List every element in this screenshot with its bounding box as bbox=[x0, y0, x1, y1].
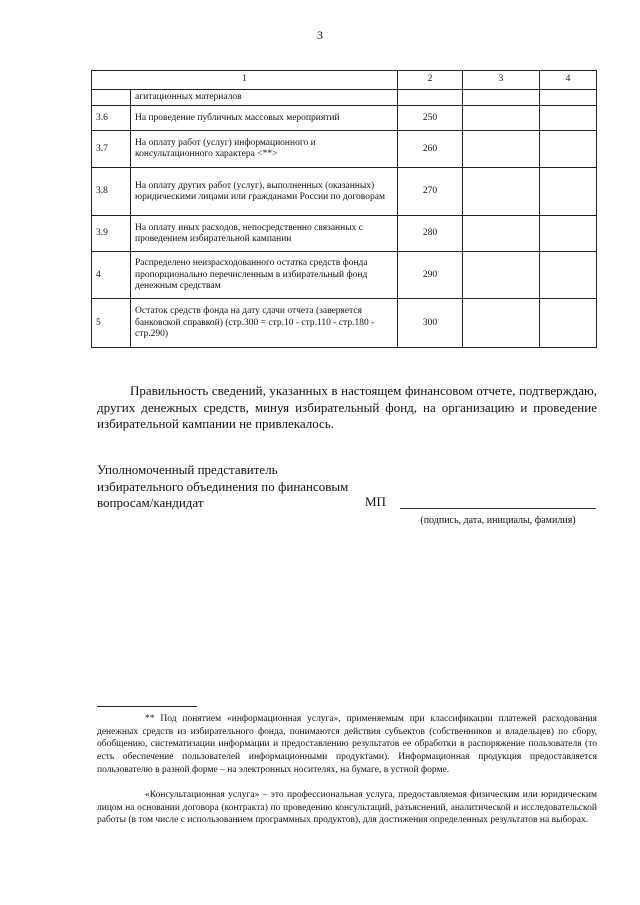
row-col-4 bbox=[540, 106, 597, 131]
row-number: 5 bbox=[92, 299, 131, 348]
row-col-4 bbox=[540, 90, 597, 106]
financial-report-table bbox=[91, 70, 597, 348]
row-col-3 bbox=[463, 106, 540, 131]
table-row bbox=[92, 252, 597, 299]
row-col-3 bbox=[463, 252, 540, 299]
row-col-3 bbox=[463, 168, 540, 216]
row-number: 3.7 bbox=[92, 131, 131, 168]
row-description: агитационных материалов bbox=[131, 90, 398, 106]
row-col-4 bbox=[540, 252, 597, 299]
signer-title-line-1: Уполномоченный представитель bbox=[97, 462, 278, 477]
page-number: 3 bbox=[317, 28, 323, 42]
row-col-4 bbox=[540, 168, 597, 216]
row-code: 260 bbox=[398, 131, 463, 168]
table-row bbox=[92, 131, 597, 168]
row-col-3 bbox=[463, 90, 540, 106]
table-row bbox=[92, 216, 597, 252]
signer-title-line-3: вопросам/кандидат bbox=[97, 495, 204, 510]
row-description: На оплату работ (услуг) информационного и консультационного характера <**> bbox=[131, 131, 398, 168]
stamp-placeholder: МП bbox=[365, 494, 386, 509]
header-col-3: 3 bbox=[463, 71, 540, 90]
row-col-3 bbox=[463, 299, 540, 348]
table-row bbox=[92, 90, 597, 106]
row-number bbox=[92, 90, 131, 106]
table-row bbox=[92, 299, 597, 348]
row-col-4 bbox=[540, 131, 597, 168]
footnote-information-service: ** Под понятием «информационная услуга», применяемым при классификации платежей расходования денежных средств из избирательного фонда, понимаются действия субъектов (собственников и владельцев) по сбору, обобщению, систематизации информации и предоставлению результатов ее обработки в распоряжение пользователя (то есть обеспечение пользователей информационными продуктами). Информационная продукция предоставляется пользователю в разной форме – на электронных носителях, на бумаге, в устной форме. bbox=[97, 714, 597, 775]
row-number: 3.9 bbox=[92, 216, 131, 252]
row-description: На проведение публичных массовых мероприятий bbox=[131, 106, 398, 131]
row-number: 3.8 bbox=[92, 168, 131, 216]
row-description: Распределено неизрасходованного остатка средств фонда пропорционально перечисленным в избирательный фонд денежным средствам bbox=[131, 252, 398, 299]
signature-caption: (подпись, дата, инициалы, фамилия) bbox=[420, 515, 576, 526]
row-code: 250 bbox=[398, 106, 463, 131]
row-description: На оплату других работ (услуг), выполненных (оказанных) юридическими лицами или гражданами России по договорам bbox=[131, 168, 398, 216]
header-col-2: 2 bbox=[398, 71, 463, 90]
row-code: 300 bbox=[398, 299, 463, 348]
row-description: Остаток средств фонда на дату сдачи отчета (заверяется банковской справкой) (стр.300 = стр.10 - стр.110 - стр.180 - стр.290) bbox=[131, 299, 398, 348]
table-row bbox=[92, 106, 597, 131]
signer-title-line-2: избирательного объединения по финансовым bbox=[97, 478, 349, 494]
row-col-3 bbox=[463, 216, 540, 252]
header-col-4: 4 bbox=[540, 71, 597, 90]
confirmation-statement: Правильность сведений, указанных в настоящем финансовом отчете, подтверждаю, других денежных средств, минуя избирательный фонд, на организацию и проведение избирательной кампании не привлекалось. bbox=[97, 383, 597, 431]
signer-block bbox=[97, 462, 397, 512]
row-number: 3.6 bbox=[92, 106, 131, 131]
row-col-3 bbox=[463, 131, 540, 168]
row-code: 270 bbox=[398, 168, 463, 216]
header-col-1: 1 bbox=[92, 71, 398, 90]
row-code: 280 bbox=[398, 216, 463, 252]
signature-line bbox=[400, 508, 596, 509]
row-number: 4 bbox=[92, 252, 131, 299]
row-col-4 bbox=[540, 299, 597, 348]
row-description: На оплату иных расходов, непосредственно связанных с проведением избирательной кампании bbox=[131, 216, 398, 252]
row-code: 290 bbox=[398, 252, 463, 299]
footnote-consulting-service: «Консультационная услуга» – это профессиональная услуга, предоставляемая физическим или юридическим лицом на основании договора (контракта) по проведению консультаций, разъяснений, аналитической и исследовательской работы (в том числе с использованием программных продуктов), для достижения определенных результатов на выборах. bbox=[97, 790, 597, 826]
row-code bbox=[398, 90, 463, 106]
row-col-4 bbox=[540, 216, 597, 252]
table-row bbox=[92, 168, 597, 216]
footnote-divider bbox=[97, 706, 197, 707]
table-header-row bbox=[92, 71, 597, 90]
